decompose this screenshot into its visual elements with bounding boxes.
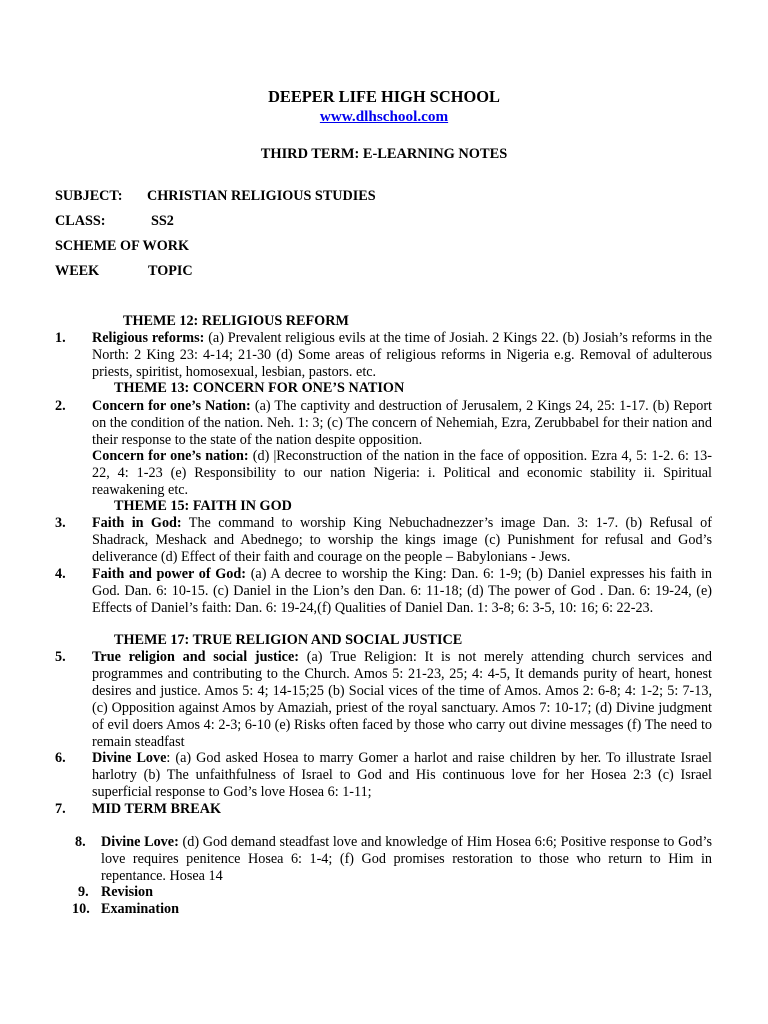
item-title: True religion and social justice:: [92, 649, 299, 665]
week-topic-row: [55, 263, 193, 280]
list-item: [72, 901, 712, 918]
item-title: MID TERM BREAK: [92, 801, 222, 817]
theme-heading: THEME 15: FAITH IN GOD: [114, 498, 292, 514]
item-number: 3.: [55, 515, 66, 531]
website-link[interactable]: www.dlhschool.com: [319, 108, 449, 125]
item-number: 8.: [75, 834, 86, 850]
topic-label: TOPIC: [148, 263, 193, 279]
item-title: Faith and power of God:: [92, 566, 247, 582]
list-item: [55, 566, 712, 617]
theme-heading: THEME 12: RELIGIOUS REFORM: [123, 313, 349, 329]
item-title: Religious reforms:: [92, 330, 205, 346]
item-number: 5.: [55, 649, 66, 665]
item-title: Examination: [101, 901, 180, 917]
item-title: Concern for one’s nation:: [92, 448, 249, 464]
item-title: Divine Love: [92, 750, 167, 766]
subject-row: [55, 188, 376, 205]
item-text: The command to worship King Nebuchadnezzer’s image Dan. 3: 1-7. (b) Refusal of Shadrack, Meshack and Abednego; to worship the kings image (c) Punishment for refusal and God’s deliverance (d) Effect of their faith and courage on the people – Babylonians - Jews.: [92, 515, 712, 565]
item-text: (a) Prevalent religious evils at the time of Josiah. 2 Kings 22. (b) Josiah’s reforms in the North: 2 King 23: 4-14; 21-30 (d) Some areas of religious reforms in Nigeria e.g. Removal of adulterous priests, spiritist, homosexual, lesbian, pastors. etc.: [92, 330, 713, 380]
subject-label: SUBJECT:: [55, 188, 123, 204]
item-number: 10.: [72, 901, 90, 917]
list-item: [55, 649, 712, 750]
list-item: [55, 750, 712, 801]
item-text: (a) True Religion: It is not merely attending church services and programmes and contributing to the Church. Amos 5: 21-23, 25; 4: 4-5, It demands purity of heart, honest desires and justice. Amos 5: 4; 14-15;25 (b) Social vices of the time of Amos. Amos 2: 6-8; 4: 1-2; 5: 7-13, (c) Opposition against Amos by Amaziah, priest of the royal sanctuary. Amos 7: 10-17; (d) Divine judgment of evil doers Amos 4: 2-3; 6-10 (e) Risks often faced by those who carry out divine messages (f) The need to remain steadfast: [92, 649, 712, 750]
list-item: [55, 515, 712, 566]
school-name: DEEPER LIFE HIGH SCHOOL: [268, 87, 500, 106]
item-title: Revision: [101, 884, 154, 900]
list-item: [75, 884, 712, 901]
item-title: Faith in God:: [92, 515, 182, 531]
theme-heading: THEME 17: TRUE RELIGION AND SOCIAL JUSTICE: [114, 632, 463, 648]
scheme-of-work-heading: SCHEME OF WORK: [55, 238, 190, 254]
item-title: Divine Love:: [101, 834, 179, 850]
item-number: 6.: [55, 750, 66, 766]
list-item: [75, 834, 712, 885]
list-item: [92, 448, 712, 499]
term-title: THIRD TERM: E-LEARNING NOTES: [260, 146, 508, 162]
item-text: (d) God demand steadfast love and knowledge of Him Hosea 6:6; Positive response to God’s love requires penitence Hosea 6: 1-4; (f) God promises restoration to those who return to Him in repentance. Hosea 14: [101, 834, 712, 884]
item-number: 9.: [78, 884, 89, 900]
item-text: (a) A decree to worship the King: Dan. 6: 1-9; (b) Daniel expresses his faith in God. Dan. 6: 10-15. (c) Daniel in the Lion’s den Dan. 6: 11-18; (d) The power of God . Dan. 6: 19-24, (e) Effects of Daniel’s faith: Dan. 6: 19-24,(f) Qualities of Daniel Dan. 1: 3-8; 6: 3-5, 10: 16; 6: 22-23.: [92, 566, 712, 616]
theme-heading: THEME 13: CONCERN FOR ONE’S NATION: [114, 380, 405, 396]
item-number: 2.: [55, 398, 66, 414]
item-number: 4.: [55, 566, 66, 582]
class-row: [55, 213, 174, 230]
item-text: (d) |Reconstruction of the nation in the face of opposition. Ezra 4, 5: 1-2. 6: 13-22, 4: 1-23 (e) Responsibility to our nation Nigeria: i. Political and economic stability ii. Spiritual reawakening etc.: [92, 448, 713, 498]
class-label: CLASS:: [55, 213, 106, 229]
list-item: [55, 801, 712, 818]
item-number: 1.: [55, 330, 66, 346]
item-title: Concern for one’s Nation:: [92, 398, 251, 414]
class-value: SS2: [151, 213, 174, 229]
list-item: [55, 398, 712, 449]
list-item: [55, 330, 712, 381]
item-text: (a) The captivity and destruction of Jerusalem, 2 Kings 24, 25: 1-17. (b) Report on the condition of the nation. Neh. 1: 3; (c) The concern of Nehemiah, Ezra, Zerubbabel for their nation and their response to the state of the nation despite opposition.: [92, 398, 713, 448]
subject-value: CHRISTIAN RELIGIOUS STUDIES: [147, 188, 376, 204]
item-number: 7.: [55, 801, 66, 817]
item-text: : (a) God asked Hosea to marry Gomer a harlot and raise children by her. To illustrate Israel harlotry (b) The unfaithfulness of Israel to God and His continuous love for her Hosea 2:3 (c) Israel superficial response to God’s love Hosea 6: 1-11;: [92, 750, 712, 800]
week-label: WEEK: [55, 263, 100, 279]
